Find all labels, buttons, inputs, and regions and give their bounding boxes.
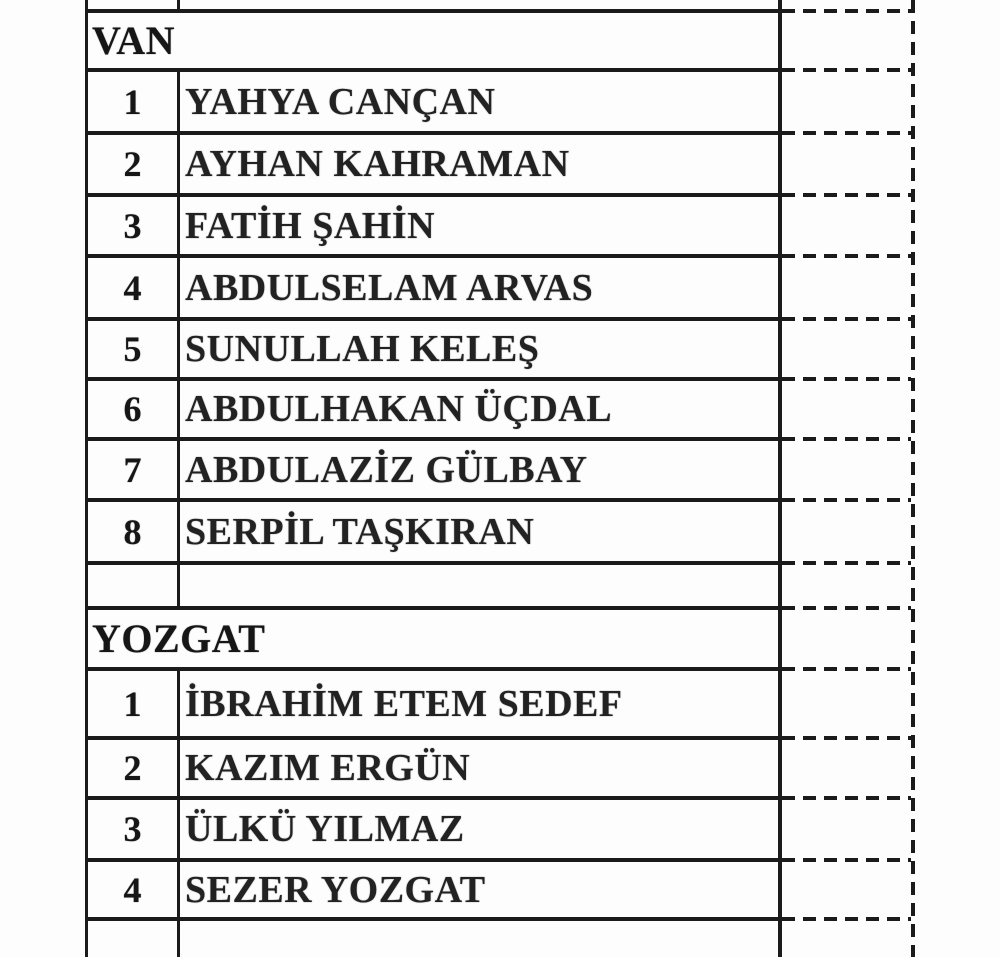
dashed-row-line — [782, 606, 911, 610]
dashed-row-line — [782, 131, 911, 135]
candidate-row — [88, 800, 778, 862]
candidate-name: ÜLKÜ YILMAZ — [185, 808, 465, 850]
candidate-number: 2 — [88, 740, 180, 796]
dashed-column-edge — [911, 0, 915, 957]
spacer-row — [88, 0, 778, 13]
candidate-row — [88, 135, 778, 197]
candidate-name: ABDULSELAM ARVAS — [185, 266, 594, 309]
number-cell-empty — [88, 0, 180, 9]
candidate-number: 8 — [88, 502, 180, 561]
spacer-row — [88, 565, 778, 610]
name-cell-empty — [180, 0, 778, 9]
candidate-name: ABDULHAKAN ÜÇDAL — [185, 388, 613, 430]
dashed-row-line — [782, 193, 911, 197]
candidate-name: AYHAN KAHRAMAN — [185, 143, 570, 185]
number-cell-empty — [88, 565, 180, 606]
dashed-row-line — [782, 437, 911, 441]
candidate-name: İBRAHİM ETEM SEDEF — [185, 682, 623, 725]
name-cell-empty — [180, 921, 778, 957]
dashed-row-line — [782, 917, 911, 921]
dashed-row-line — [782, 498, 911, 502]
section-header-row — [88, 13, 778, 72]
province-header-van: VAN — [92, 18, 176, 63]
candidate-table — [85, 0, 782, 957]
candidate-number: 4 — [88, 258, 180, 317]
dashed-row-line — [782, 68, 911, 72]
candidate-number: 1 — [88, 72, 180, 131]
candidate-name: FATİH ŞAHİN — [185, 204, 436, 247]
candidate-row — [88, 258, 778, 321]
candidate-number: 2 — [88, 135, 180, 193]
dashed-row-line — [782, 667, 911, 671]
dashed-row-line — [782, 317, 911, 321]
candidate-number: 5 — [88, 321, 180, 377]
candidate-number: 3 — [88, 800, 180, 858]
dashed-row-line — [782, 858, 911, 862]
candidate-name: SUNULLAH KELEŞ — [185, 328, 540, 370]
candidate-name: ABDULAZİZ GÜLBAY — [185, 448, 588, 491]
candidate-row — [88, 197, 778, 258]
candidate-name: KAZIM ERGÜN — [185, 747, 471, 789]
candidate-row — [88, 441, 778, 502]
candidate-name: SERPİL TAŞKIRAN — [185, 510, 535, 553]
dashed-row-line — [782, 796, 911, 800]
candidate-number: 3 — [88, 197, 180, 254]
section-header-row — [88, 610, 778, 671]
candidate-row — [88, 671, 778, 740]
dashed-row-line — [782, 561, 911, 565]
candidate-number: 4 — [88, 862, 180, 917]
candidate-number: 7 — [88, 441, 180, 498]
candidate-row — [88, 381, 778, 441]
dashed-row-line — [782, 9, 911, 13]
candidate-row — [88, 72, 778, 135]
province-header-yozgat: YOZGAT — [92, 616, 266, 661]
dashed-row-line — [782, 254, 911, 258]
candidate-number: 1 — [88, 671, 180, 736]
number-cell-empty — [88, 921, 180, 957]
dashed-row-line — [782, 736, 911, 740]
candidate-row — [88, 502, 778, 565]
candidate-row — [88, 862, 778, 921]
candidate-row — [88, 321, 778, 381]
dashed-row-line — [782, 377, 911, 381]
candidate-number: 6 — [88, 381, 180, 437]
name-cell-empty — [180, 565, 778, 606]
spacer-row — [88, 921, 778, 957]
candidate-name: SEZER YOZGAT — [185, 868, 486, 911]
candidate-row — [88, 740, 778, 800]
candidate-name: YAHYA CANÇAN — [185, 80, 496, 123]
